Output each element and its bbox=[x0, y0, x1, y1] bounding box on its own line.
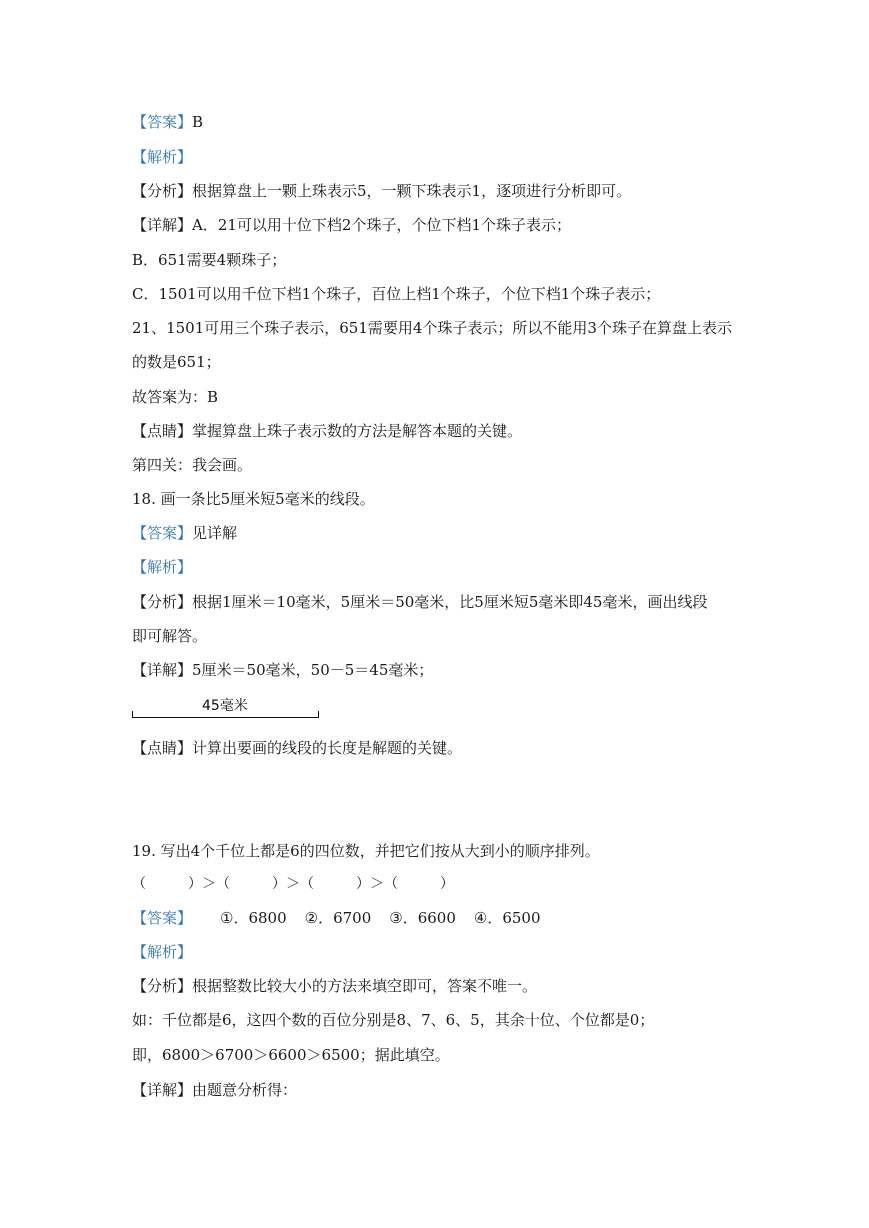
q18-fenxi-line-2: 即可解答。 bbox=[132, 627, 208, 645]
answer-value: 见详解 bbox=[192, 524, 238, 542]
q18-fenxi-line bbox=[132, 592, 707, 612]
answer-item-4: ④．6500 bbox=[473, 909, 541, 927]
fenxi-tag: 【分析】 bbox=[132, 182, 193, 200]
segment-right-tick bbox=[318, 711, 319, 718]
answer-item-2: ②．6700 bbox=[304, 909, 372, 927]
fenxi-text: 根据整数比较大小的方法来填空即可，答案不唯一。 bbox=[192, 977, 538, 995]
xiangjie-text: A．21可以用十位下档2个珠子，个位下档1个珠子表示； bbox=[192, 216, 572, 234]
answer-item-1: ①．6800 bbox=[220, 909, 287, 927]
q17-summary-line-1: 21、1501可用三个珠子表示，651需要用4个珠子表示；所以不能用3个珠子在算盘上表示 bbox=[132, 319, 732, 337]
q19-answer-line bbox=[132, 908, 559, 928]
q18-xiangjie-line bbox=[132, 660, 433, 680]
q17-summary-line-2: 的数是651； bbox=[132, 353, 221, 371]
xiangjie-text: 由题意分析得： bbox=[192, 1081, 298, 1099]
segment-label: 45毫米 bbox=[202, 698, 248, 714]
q17-line-c: C．1501可以用千位下档1个珠子，百位上档1个珠子，个位下档1个珠子表示； bbox=[132, 285, 661, 303]
xiangjie-tag: 【详解】 bbox=[132, 216, 193, 234]
fenxi-tag: 【分析】 bbox=[132, 593, 193, 611]
q19-example-line: 如：千位都是6，这四个数的百位分别是8、7、6、5，其余十位、个位都是0； bbox=[132, 1011, 655, 1029]
q17-line-b: B．651需要4颗珠子； bbox=[132, 251, 287, 269]
q17-final-answer: 故答案为：B bbox=[132, 388, 219, 406]
segment-line bbox=[132, 717, 319, 718]
q17-analysis-line bbox=[132, 147, 192, 167]
segment-left-tick bbox=[132, 711, 133, 718]
q18-question: 18. 画一条比5厘米短5毫米的线段。 bbox=[132, 490, 375, 508]
section-title: 第四关：我会画。 bbox=[132, 456, 253, 474]
xiangjie-tag: 【详解】 bbox=[132, 661, 193, 679]
q19-analysis-line bbox=[132, 942, 192, 962]
dianjing-text: 掌握算盘上珠子表示数的方法是解答本题的关键。 bbox=[192, 422, 523, 440]
q19-fenxi-line bbox=[132, 976, 537, 996]
fenxi-tag: 【分析】 bbox=[132, 977, 193, 995]
analysis-tag: 【解析】 bbox=[132, 558, 193, 576]
answer-item-3: ③．6600 bbox=[389, 909, 456, 927]
answer-tag: 【答案】 bbox=[132, 524, 193, 542]
line-segment-figure bbox=[132, 697, 322, 721]
answer-tag: 【答案】 bbox=[132, 113, 193, 131]
xiangjie-tag: 【详解】 bbox=[132, 1081, 193, 1099]
fenxi-text: 根据1厘米＝10毫米，5厘米＝50毫米，比5厘米短5毫米即45毫米，画出线段 bbox=[192, 593, 708, 611]
q17-dianjing-line bbox=[132, 421, 522, 441]
q19-question: 19. 写出4个千位上都是6的四位数，并把它们按从大到小的顺序排列。 bbox=[132, 842, 600, 860]
analysis-tag: 【解析】 bbox=[132, 943, 193, 961]
q18-analysis-line bbox=[132, 557, 192, 577]
fenxi-text: 根据算盘上一颗上珠表示5，一颗下珠表示1，逐项进行分析即可。 bbox=[192, 182, 632, 200]
q17-xiangjie-line bbox=[132, 215, 571, 235]
xiangjie-text: 5厘米＝50毫米，50－5＝45毫米； bbox=[192, 661, 434, 679]
q19-xiangjie-line bbox=[132, 1080, 297, 1100]
q19-order-line: 即，6800＞6700＞6600＞6500；据此填空。 bbox=[132, 1046, 450, 1064]
q19-blanks: （ ）＞（ ）＞（ ）＞（ ） bbox=[132, 876, 454, 892]
answer-tag: 【答案】 bbox=[132, 909, 193, 927]
dianjing-text: 计算出要画的线段的长度是解题的关键。 bbox=[192, 739, 463, 757]
q18-dianjing-line bbox=[132, 738, 462, 758]
q18-answer-line bbox=[132, 523, 237, 543]
dianjing-tag: 【点睛】 bbox=[132, 739, 193, 757]
q17-answer-line bbox=[132, 112, 203, 132]
answer-value: B bbox=[192, 113, 204, 131]
dianjing-tag: 【点睛】 bbox=[132, 422, 193, 440]
q17-fenxi-line bbox=[132, 181, 631, 201]
analysis-tag: 【解析】 bbox=[132, 148, 193, 166]
